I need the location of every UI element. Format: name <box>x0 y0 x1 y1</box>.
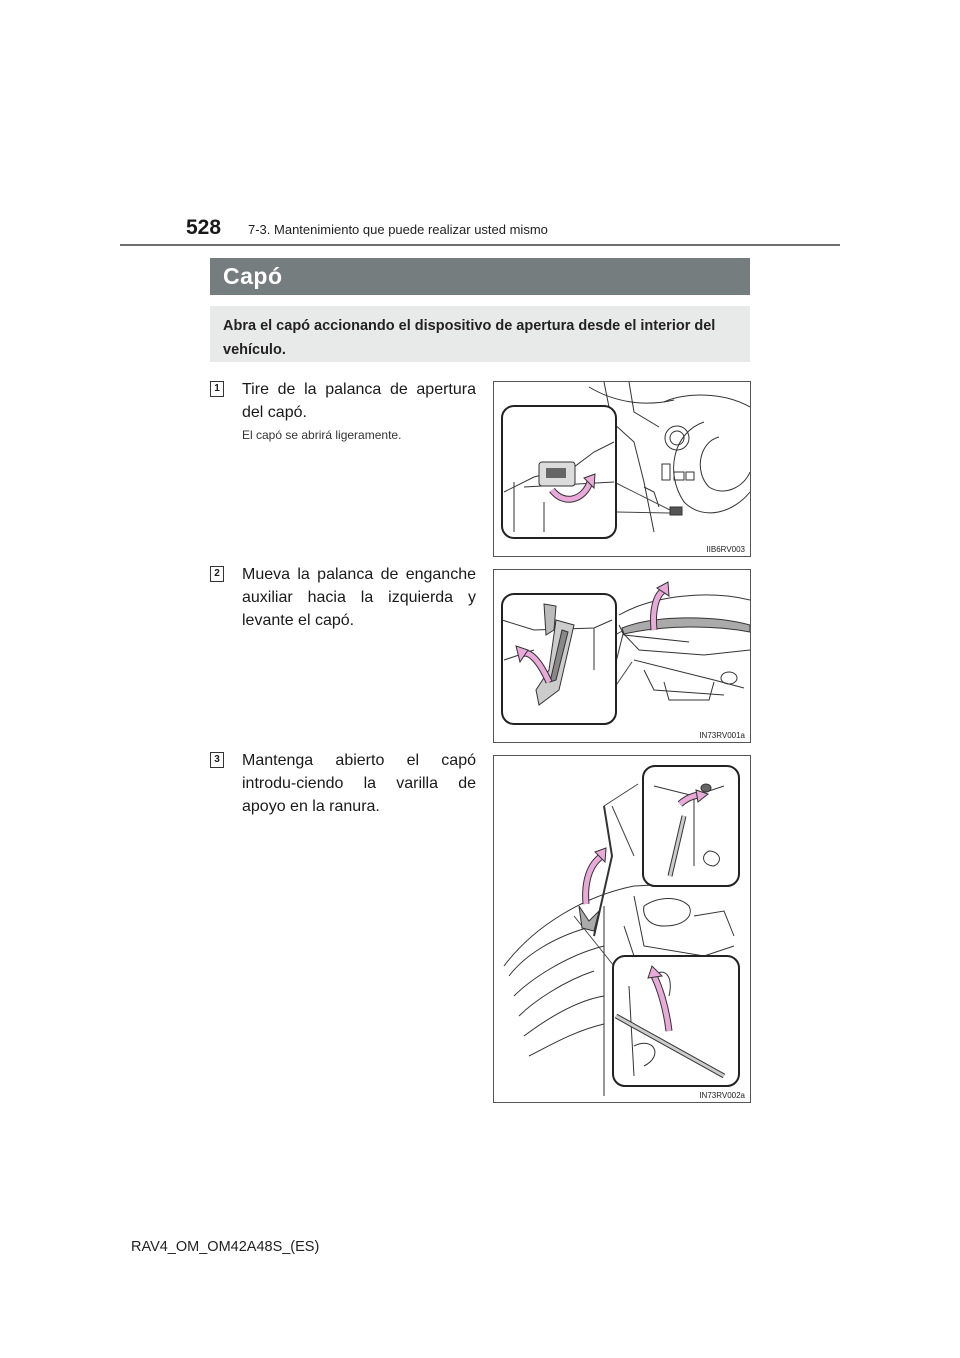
section-title: 7-3. Mantenimiento que puede realizar usted mismo <box>248 222 548 237</box>
page-number: 528 <box>186 216 222 239</box>
step-badge-1: 1 <box>210 381 224 397</box>
figure-code-3: IN73RV002a <box>699 1091 745 1100</box>
intro-box <box>210 306 750 362</box>
figure-1 <box>493 381 751 557</box>
header-rule <box>120 244 840 246</box>
step-text-3: Mantenga abierto el capó introdu-ciendo la varilla de apoyo en la ranura. <box>242 752 476 815</box>
step-text-1: Tire de la palanca de apertura del capó. <box>242 381 476 421</box>
footer-doc-id: RAV4_OM_OM42A48S_(ES) <box>131 1239 320 1255</box>
figure-code-2: IN73RV001a <box>699 731 745 740</box>
step-note-1: El capó se abrirá ligeramente. <box>242 428 402 442</box>
figure-code-1: IIB6RV003 <box>706 545 745 554</box>
auxiliary-catch-illustration <box>494 570 750 742</box>
step-badge-3: 3 <box>210 752 224 768</box>
figure-3 <box>493 755 751 1103</box>
support-rod-illustration <box>494 756 750 1102</box>
page-title-bar <box>210 258 750 295</box>
lever-shape <box>539 462 575 486</box>
step-badge-2: 2 <box>210 566 224 582</box>
figure-2 <box>493 569 751 743</box>
intro-text: Abra el capó accionando el dispositivo de apertura desde el interior del vehículo. <box>223 318 716 358</box>
step-text-2: Mueva la palanca de enganche auxiliar hacia la izquierda y levante el capó. <box>242 566 476 629</box>
page-title: Capó <box>223 263 283 289</box>
hood-release-lever-illustration <box>494 382 750 556</box>
